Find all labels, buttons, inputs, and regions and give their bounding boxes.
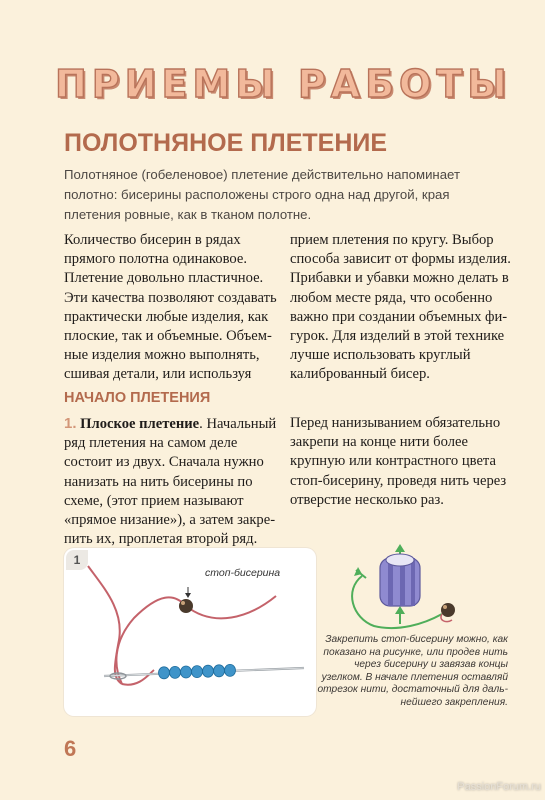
step-title: Плоское плетение [80, 416, 200, 432]
subheading-start: НАЧАЛО ПЛЕТЕНИЯ [64, 390, 211, 406]
body-column-right: прием плетения по кругу. Выбор способа зависит от формы изделия. Прибавки и убавки можно делать в любом месте ряда, что особенно важно при создании объемных фигурок. Для изделий в этой технике лучше использовать круглый калиброванный бисер. [290, 232, 511, 383]
intro-paragraph: Полотняное (гобеленовое) плетение действительно напоминает полотно: бисерины расположены строго одна над другой, края плетения ровные, как в тканом полотне. [64, 167, 460, 222]
figure-needle-beads [64, 548, 316, 716]
page-number: 6 [64, 736, 77, 761]
stop-bead-illustration [346, 540, 506, 640]
step-number: 1. [64, 415, 77, 432]
body-column-left: Количество бисерин в рядах прямого полотна одинаковое. Плетение довольно пластичное. Эти качества позволяют создавать практически любые изделия, как плоские, так и объемные. Объемные изделия можно выполнять, сшивая детали, или используя [64, 232, 277, 383]
figure-number: 1 [66, 550, 88, 570]
needle-thread-illustration [64, 548, 316, 716]
step-text: . Начальный ряд плетения на самом деле состоит из двух. Сначала нужно нанизать на нить бисерины по схеме, (этот прием называют «прямое низание»), а затем закрепить их, проплетая второй ряд. [64, 416, 277, 548]
main-title: ПРИЕМЫ РАБОТЫ [55, 62, 512, 106]
watermark: PassionForum.ru [457, 781, 541, 793]
stop-bead-paragraph: Перед нанизыванием обязательно закрепи на конце нити более крупную или контрастного цвета стоп-бисерину, проведя нить через отверстие несколько раз. [290, 415, 507, 508]
step-paragraph [64, 414, 280, 549]
figure-label-stop-bead: стоп-бисерина [205, 567, 281, 579]
stop-bead-caption: Закрепить стоп-биcерину можно, как показано на рисунке, или продев нить через бисерину и завязав концы узелком. В начале плетения оставляй отрезок нити, достаточный для дальнейшего закрепления. [317, 634, 508, 708]
section-title: ПОЛОТНЯНОЕ ПЛЕТЕНИЕ [64, 129, 388, 157]
